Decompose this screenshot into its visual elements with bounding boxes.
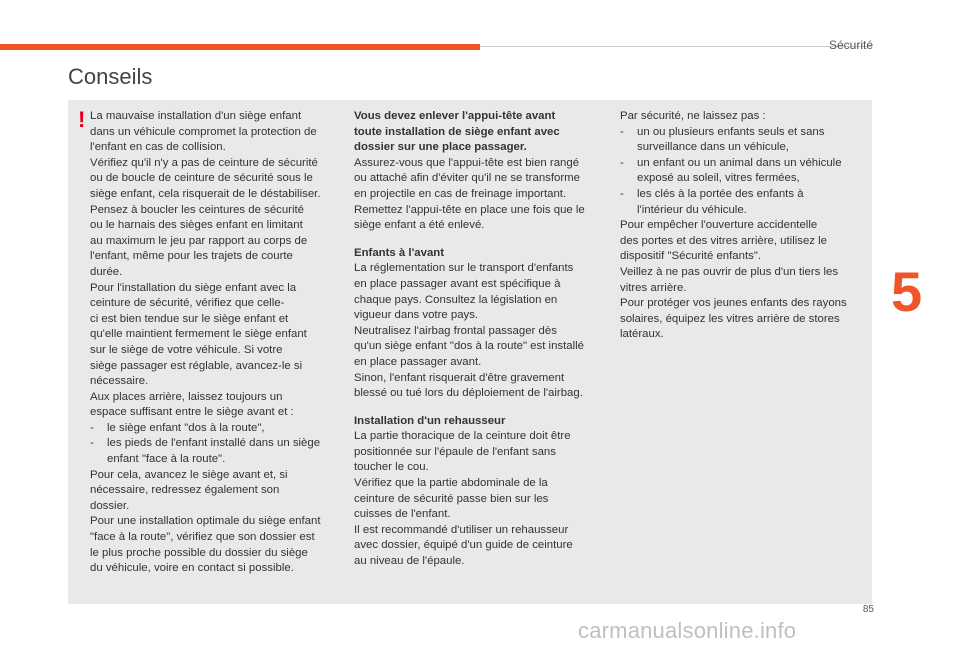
text-line: blessé ou tué lors du déploiement de l'airbag. [354,387,583,400]
text-line: Pensez à boucler les ceintures de sécurité [90,203,305,216]
watermark: carmanualsonline.info [578,618,797,643]
bold-line: Vous devez enlever l'appui-tête avant [354,110,556,122]
text-line: ou de boucle de ceinture de sécurité sous le [90,172,313,185]
column-3 [620,109,865,343]
header-rule [480,46,872,47]
text-line: en projectile en cas de freinage important. [354,187,567,200]
text-line: Pour protéger vos jeunes enfants des rayons [620,297,847,310]
text-line: l'intérieur du véhicule. [637,203,747,216]
text-line: Sinon, l'enfant risquerait d'être gravement [354,371,565,384]
dash-mark: - [620,125,624,138]
text-line: Pour une installation optimale du siège enfant [90,515,321,528]
text-line: latéraux. [620,328,664,341]
text-line: "face à la route", vérifiez que son dossier est [90,531,315,544]
text-line: chaque pays. Consultez la législation en [354,293,558,306]
text-line: au niveau de l'épaule. [354,555,465,568]
text-line: ou attaché afin d'éviter qu'il ne se transforme [354,172,580,185]
text-line: les pieds de l'enfant installé dans un siège [107,437,321,450]
text-line: des portes et des vitres arrière, utilisez le [620,234,828,247]
text-line: le siège enfant "dos à la route", [107,421,265,434]
text-line: positionnée sur l'épaule de l'enfant sans [354,445,556,458]
list-item [620,187,865,218]
text-line: surveillance dans un véhicule, [637,141,789,154]
text-line: dispositif "Sécurité enfants". [620,250,762,263]
text-line: qu'elle maintient fermement le siège enfant [90,328,307,341]
list-item [90,421,340,437]
text-line: nécessaire. [90,375,149,388]
text-line: vitres arrière. [620,281,687,294]
text-line: l'enfant en cas de collision. [90,141,226,154]
list-item [90,436,340,467]
text-line: ceinture de sécurité, vérifiez que celle- [90,297,285,310]
text-line: Pour cela, avancez le siège avant et, si [90,468,288,481]
dash-mark: - [90,437,94,450]
text-line: solaires, équipez les vitres arrière de stores [620,312,840,325]
section-heading: Installation d'un rehausseur [354,414,506,427]
text-line: durée. [90,265,123,278]
text-line: cuisses de l'enfant. [354,508,451,521]
header-accent-bar [0,44,480,50]
list-item [620,156,865,187]
text-line: un enfant ou un animal dans un véhicule [637,156,842,169]
section-heading: Enfants à l'avant [354,246,445,259]
text-line: le plus proche possible du dossier du siège [90,546,308,559]
section-label: Sécurité [828,38,873,52]
text-line: ci est bien tendue sur le siège enfant et [90,312,289,325]
text-line: Pour empêcher l'ouverture accidentelle [620,219,818,232]
dash-mark: - [90,421,94,434]
text-line: espace suffisant entre le siège avant et : [90,406,294,419]
text-line: siège enfant a été enlevé. [354,219,485,232]
column-1 [90,109,340,577]
text-line: un ou plusieurs enfants seuls et sans [637,125,825,138]
column-2 [354,109,606,570]
text-line: l'enfant, même pour les trajets de courte [90,250,293,263]
list-item [620,125,865,156]
text-line: Pour l'installation du siège enfant avec la [90,281,297,294]
text-line: du véhicule, voire en contact si possible. [90,562,294,575]
text-line: sur le siège de votre véhicule. Si votre [90,343,283,356]
text-line: au maximum le jeu par rapport au corps de [90,234,308,247]
text-line: vigueur dans votre pays. [354,309,479,322]
page-number: 85 [862,604,874,615]
text-line: Remettez l'appui-tête en place une fois que le [354,203,585,216]
bold-line: toute installation de siège enfant avec [354,125,560,138]
text-line: La réglementation sur le transport d'enfants [354,262,574,275]
text-line: dossier. [90,499,130,512]
text-line: Assurez-vous que l'appui-tête est bien rangé [354,156,580,169]
text-line: en place passager avant. [354,355,482,368]
page-title: Conseils [68,64,153,89]
text-line: avec dossier, équipé d'un guide de ceinture [354,539,573,552]
text-line: Neutralisez l'airbag frontal passager dès [354,324,557,337]
text-line: ceinture de sécurité passe bien sur les [354,492,549,505]
text-line: Il est recommandé d'utiliser un rehausseur [354,523,569,536]
text-line: Veillez à ne pas ouvrir de plus d'un tiers les [620,265,839,278]
text-line: siège enfant, cela risquerait de le déstabiliser. [90,187,321,200]
text-line: en place passager avant est spécifique à [354,277,561,290]
text-line: La partie thoracique de la ceinture doit être [354,430,571,443]
text-line: Vérifiez qu'il n'y a pas de ceinture de sécurité [90,156,318,169]
text-line: nécessaire, redressez également son [90,484,280,497]
text-line: siège passager est réglable, avancez-le si [90,359,303,372]
text-line: qu'un siège enfant "dos à la route" est installé [354,340,584,353]
text-line: toucher le cou. [354,461,429,474]
dash-mark: - [620,187,624,200]
chapter-number: 5 [891,260,923,323]
text-line: les clés à la portée des enfants à [637,187,804,200]
text-line: Vérifiez que la partie abdominale de la [354,477,548,490]
text-line: Par sécurité, ne laissez pas : [620,110,766,122]
text-line: enfant "face à la route". [107,453,226,466]
text-line: exposé au soleil, vitres fermées, [637,172,800,185]
text-line: La mauvaise installation d'un siège enfant [90,110,302,122]
dash-mark: - [620,156,624,169]
bold-line: dossier sur une place passager. [354,141,527,154]
text-line: dans un véhicule compromet la protection de [90,125,317,138]
text-line: Aux places arrière, laissez toujours un [90,390,283,403]
text-line: ou le harnais des sièges enfant en limitant [90,219,303,232]
warning-icon: ! [78,107,86,132]
